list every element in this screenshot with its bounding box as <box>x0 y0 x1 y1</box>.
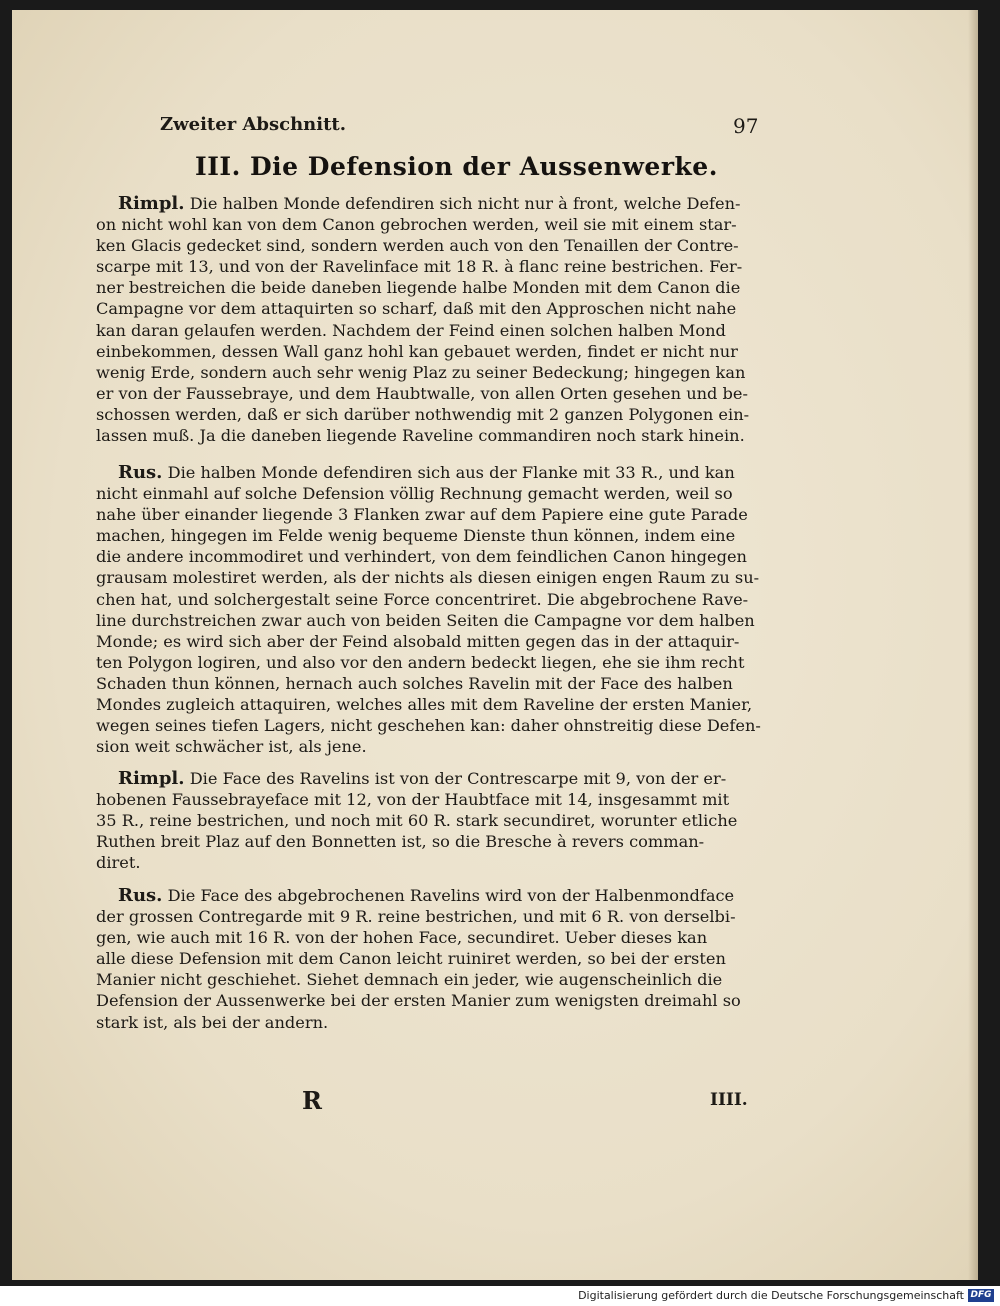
paragraph-line: nahe über einander liegende 3 Flanken zwar auf dem Papiere eine gute Parade <box>96 505 748 525</box>
paragraph-line: gen, wie auch mit 16 R. von der hohen Face, secundiret. Ueber dieses kan <box>96 928 708 948</box>
paragraph-line: Schaden thun können, hernach auch solches Ravelin mit der Face des halben <box>96 673 733 693</box>
paragraph-rimpl-2 <box>96 768 759 873</box>
paragraph-line: Manier nicht geschiehet. Siehet demnach ein jeder, wie augenscheinlich die <box>96 970 723 990</box>
speaker-label: Rus. <box>118 885 163 906</box>
dfg-logo-icon: DFG <box>968 1289 994 1302</box>
paragraph-line: kan daran gelaufen werden. Nachdem der Feind einen solchen halben Mond <box>96 320 726 340</box>
paragraph-line: lassen muß. Ja die daneben liegende Raveline commandiren noch stark hinein. <box>96 426 745 446</box>
speaker-label: Rus. <box>118 462 163 483</box>
paragraph-line: ken Glacis gedecket sind, sondern werden auch von den Tenaillen der Contre- <box>96 236 739 256</box>
paragraph-line: Campagne vor dem attaquirten so scharf, daß mit den Approschen nicht nahe <box>96 299 737 319</box>
catchword: IIII. <box>710 1090 748 1110</box>
paragraph-line: nicht einmahl auf solche Defension völlig Rechnung gemacht werden, weil so <box>96 484 733 504</box>
paragraph-line: der grossen Contregarde mit 9 R. reine bestrichen, und mit 6 R. von derselbi- <box>96 907 736 927</box>
page-edge-shadow <box>968 10 978 1280</box>
paragraph-4 <box>96 885 759 1033</box>
paragraph-line <box>96 885 759 906</box>
paragraph-3 <box>96 768 759 873</box>
line-text: Die halben Monde defendiren sich aus der Flanke mit 33 R., und kan <box>167 463 735 482</box>
paragraph-line: die andere incommodiret und verhindert, von dem feindlichen Canon hingegen <box>96 547 747 567</box>
line-text: Die Face des Ravelins ist von der Contrescarpe mit 9, von der er- <box>189 769 727 788</box>
speaker-label: Rimpl. <box>118 768 185 789</box>
paragraph-line: ner bestreichen die beide daneben liegende halbe Monden mit dem Canon die <box>96 278 741 298</box>
paragraph-line: sion weit schwächer ist, als jene. <box>96 737 367 757</box>
paragraph-2 <box>96 462 759 757</box>
funding-credit: Digitalisierung gefördert durch die Deutsche Forschungsgemeinschaft <box>578 1289 964 1302</box>
page-number: 97 <box>733 114 759 138</box>
paragraph-line: ten Polygon logiren, und also vor den andern bedeckt liegen, ehe sie ihm recht <box>96 652 745 672</box>
section-title: III. Die Defension der Aussenwerke. <box>195 152 718 181</box>
paragraph-line: diret. <box>96 853 141 873</box>
paragraph-line: einbekommen, dessen Wall ganz hohl kan gebauet werden, findet er nicht nur <box>96 341 738 361</box>
paragraph-line <box>96 462 759 483</box>
paragraph-line: Mondes zugleich attaquiren, welches alles mit dem Raveline der ersten Manier, <box>96 695 753 715</box>
paragraph-line: hobenen Faussebrayeface mit 12, von der Haubtface mit 14, insgesammt mit <box>96 790 730 810</box>
paragraph-line: Monde; es wird sich aber der Feind alsobald mitten gegen das in der attaquir- <box>96 631 740 651</box>
digitization-footer <box>0 1286 1000 1306</box>
paragraph-line: alle diese Defension mit dem Canon leicht ruiniret werden, so bei der ersten <box>96 949 726 969</box>
paragraph-line: scarpe mit 13, und von der Ravelinface mit 18 R. à flanc reine bestrichen. Fer- <box>96 257 743 277</box>
speaker-label: Rimpl. <box>118 193 185 214</box>
paragraph-rus-2 <box>96 885 759 1033</box>
paragraph-line <box>96 768 759 789</box>
signature-mark: R <box>302 1086 322 1115</box>
paragraph-line: grausam molestiret werden, als der nichts als diesen einigen engen Raum zu su- <box>96 568 760 588</box>
paragraph-1 <box>96 193 759 446</box>
paragraph-line: on nicht wohl kan von dem Canon gebrochen werden, weil sie mit einem star- <box>96 215 737 235</box>
paragraph-line: machen, hingegen im Felde wenig bequeme Dienste thun können, indem eine <box>96 526 736 546</box>
paragraph-rimpl-1 <box>96 193 759 446</box>
paragraph-line: stark ist, als bei der andern. <box>96 1012 329 1032</box>
line-text: Die Face des abgebrochenen Ravelins wird von der Halbenmondface <box>167 886 735 905</box>
paragraph-rus-1 <box>96 462 759 757</box>
paragraph-line: Ruthen breit Plaz auf den Bonnetten ist, so die Bresche à revers comman- <box>96 832 705 852</box>
running-head: Zweiter Abschnitt. <box>160 114 346 135</box>
paragraph-line: line durchstreichen zwar auch von beiden Seiten die Campagne vor dem halben <box>96 610 755 630</box>
paragraph-line: 35 R., reine bestrichen, und noch mit 60 R. stark secundiret, worunter etliche <box>96 811 738 831</box>
line-text: Die halben Monde defendiren sich nicht nur à front, welche Defen- <box>189 194 741 213</box>
paragraph-line: er von der Faussebraye, und dem Haubtwalle, von allen Orten gesehen und be- <box>96 383 748 403</box>
paragraph-line <box>96 193 759 214</box>
paragraph-line: Defension der Aussenwerke bei der ersten Manier zum wenigsten dreimahl so <box>96 991 741 1011</box>
paragraph-line: wenig Erde, sondern auch sehr wenig Plaz zu seiner Bedeckung; hingegen kan <box>96 362 746 382</box>
paragraph-line: chen hat, und solchergestalt seine Force concentriret. Die abgebrochene Rave- <box>96 589 749 609</box>
paragraph-line: wegen seines tiefen Lagers, nicht geschehen kan: daher ohnstreitig diese Defen- <box>96 716 761 736</box>
paragraph-line: schossen werden, daß er sich darüber nothwendig mit 2 ganzen Polygonen ein- <box>96 404 750 424</box>
